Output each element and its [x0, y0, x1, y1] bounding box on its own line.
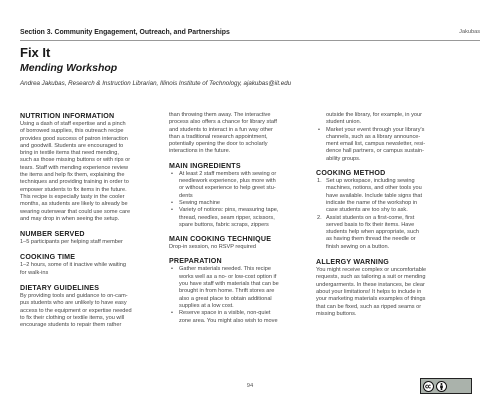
technique-heading: MAIN COOKING TECHNIQUE [169, 235, 272, 244]
dietary-text-continued: than throwing them away. The interactive process also offers a chance for library staff and students to interact in a fun way other than a traditional research appointment, potentially opening the door to scholarly interactions in the future. [169, 112, 277, 155]
technique-text: Drop-in session, no RSVP required [169, 244, 256, 251]
nutrition-text: Using a dash of staff expertise and a pinch of borrowed supplies, this outreach recipe provides good success of patron interaction and goodwill. Students are encouraged to bring in textile items that need mending, such as those missing buttons or with rips or tears. Staff with mending experience review the items and help fix them, explaining the techniques and providing training in order to empower students to fix items in the future. This recipe is especially tasty in the cooler months, as students are likely to already be wearing outerwear that could use some care and may drop in when seeing the setup. [20, 121, 131, 222]
list-item: • Gather materials needed. This recipe works well as a no- or low-cost option if you have staff with materials that can be brought in from home. Thrift stores are also a great place to obtain additional supplies at a low cost. [169, 266, 310, 310]
dietary-text: By providing tools and guidance to on-cam- pus students who are unlikely to have easy access to the equipment or expertise needed to fix their clothing or textile items, you will encourage students to repair them rather [20, 293, 132, 329]
section-title: Section 3. Community Engagement, Outreach, and Partnerships [20, 29, 230, 36]
page-subtitle: Mending Workshop [20, 62, 118, 74]
list-item: • Variety of notions: pins, measuring tape, thread, needles, seam ripper, scissors, spare buttons, fabric scraps, zippers [169, 207, 310, 229]
person-glyph [437, 382, 446, 391]
cc-glyph [424, 382, 433, 391]
method-list [316, 178, 470, 251]
servings-heading: NUMBER SERVED [20, 230, 85, 239]
list-item: • Market your event through your library's channels, such as a library announce- ment email list, campus newsletter, resi- dence hall partners, or campus sustain- ability groups. [316, 127, 470, 163]
preparation-list [169, 266, 310, 324]
ingredients-heading: MAIN INGREDIENTS [169, 161, 241, 170]
header-author: Jakubas [459, 29, 480, 35]
list-item: • Sewing machine [169, 200, 310, 207]
cooking-time-text: 1–2 hours, some of it inactive while waiting for walk-ins [20, 262, 127, 276]
creative-commons-icon [423, 381, 434, 392]
page-title: Fix It [20, 45, 51, 60]
allergy-text: You might receive complex or uncomfortable requests, such as tailoring a suit or mending undergarments. In these instances, be clear about your limitations! It helps to include in your marketing materials examples of things that can be fixed, such as ripped seams or missing buttons. [316, 267, 427, 317]
list-item: 1. Set up workspace, including sewing machines, notions, and other tools you have available. Include table signs that indicate the name of the workshop in case students are too shy to ask. [317, 178, 423, 214]
cc-license-badge [420, 378, 472, 394]
attribution-person-icon [436, 381, 447, 392]
servings-text: 1–5 participants per helping staff member [20, 239, 123, 246]
list-item: 2. Assist students on a first-come, first served basis to fix their items. Have students help when appropriate, such as having them thread the needle or finish sewing on a button. [317, 214, 419, 250]
nutrition-heading: NUTRITION INFORMATION [20, 112, 115, 120]
column-3 [316, 112, 470, 318]
preparation-list-continued [316, 112, 470, 163]
method-heading: COOKING METHOD [316, 169, 386, 178]
column-1 [20, 112, 163, 330]
list-item: outside the library, for example, in your student union. [326, 112, 422, 126]
author-byline: Andrea Jakubas, Research & Instruction Librarian, Illinois Institute of Technology, ajakubas@iit.edu [20, 80, 292, 87]
preparation-heading: PREPARATION [169, 257, 222, 266]
page-number: 94 [246, 383, 254, 389]
header-divider [20, 40, 480, 41]
list-item: • At least 2 staff members with sewing or needlework experience, plus more with or without experience to help greet stu- dents [169, 171, 310, 200]
allergy-heading: ALLERGY WARNING [316, 258, 390, 267]
cooking-time-heading: COOKING TIME [20, 253, 76, 262]
dietary-heading: DIETARY GUIDELINES [20, 284, 100, 293]
list-item: • Reserve space in a visible, non-quiet zone area. You might also wish to move [169, 310, 310, 325]
column-2 [169, 112, 310, 325]
ingredients-list [169, 171, 310, 229]
